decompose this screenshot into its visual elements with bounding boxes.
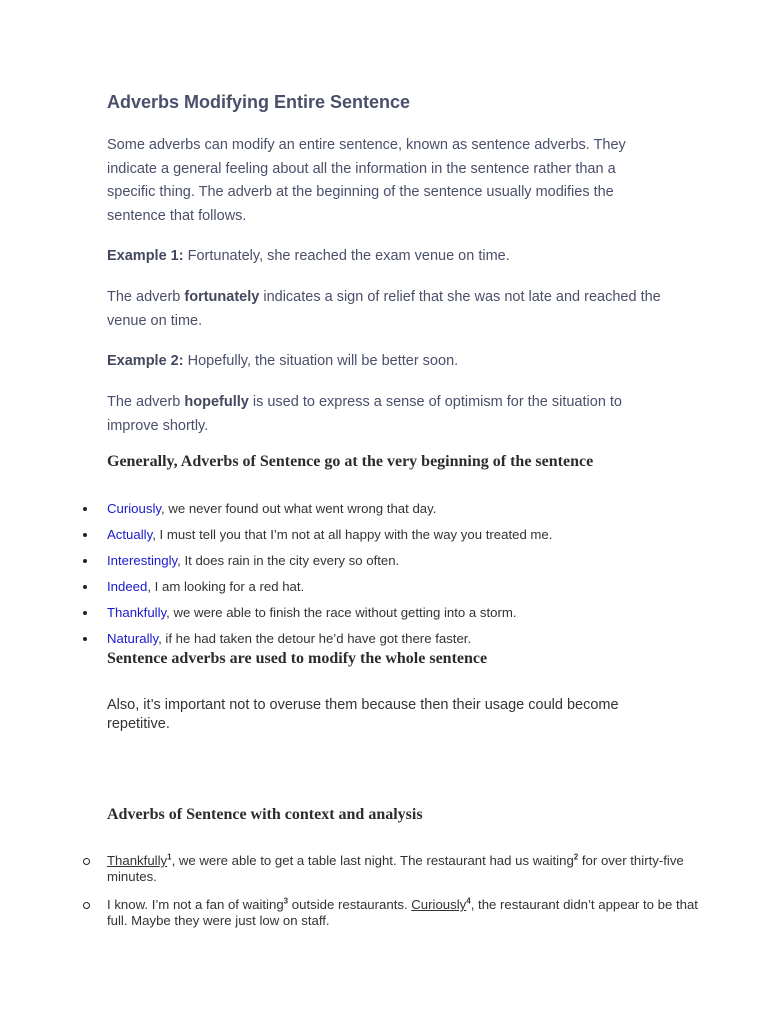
sentence-rest: , we were able to finish the race without getting into a storm. — [166, 605, 517, 620]
example-1-label: Example 1: — [107, 248, 184, 264]
footnote-marker: 4 — [466, 896, 471, 906]
list-item — [83, 897, 703, 929]
list-item — [83, 500, 703, 526]
explain-1-word: fortunately — [184, 289, 260, 305]
example-2-text: Hopefully, the situation will be better soon. — [183, 353, 459, 369]
sentence-rest: , It does rain in the city every so often. — [177, 553, 400, 568]
section-heading-placement: Generally, Adverbs of Sentence go at the very beginning of the sentence — [107, 453, 594, 470]
explain-1-post: indicates a sign of relief that she was not late and reached the venue on time. — [107, 289, 661, 329]
sentence-rest: , I am looking for a red hat. — [147, 579, 305, 594]
sentence-rest: , if he had taken the detour he’d have got there faster. — [158, 631, 472, 646]
adverb-word: Curiously — [411, 897, 467, 912]
adverb-word: Actually — [107, 527, 153, 542]
context-text: , we were able to get a table last night. The restaurant had us waiting — [171, 853, 574, 868]
section-heading-context: Adverbs of Sentence with context and analysis — [107, 806, 423, 823]
example-2-explanation — [107, 391, 667, 438]
adverb-word: Thankfully — [107, 853, 168, 868]
adverb-word: Thankfully — [107, 605, 167, 620]
context-text: outside restaurants. — [288, 897, 412, 912]
footnote-marker: 2 — [573, 852, 579, 862]
bullet-icon — [83, 611, 87, 615]
example-1-explanation — [107, 286, 667, 333]
context-list — [83, 853, 703, 941]
example-2-label: Example 2: — [107, 353, 184, 369]
list-item — [83, 604, 703, 630]
adverb-example-list — [83, 500, 703, 656]
bullet-icon — [83, 585, 87, 589]
adverb-word: Naturally — [107, 631, 159, 646]
context-text: for over thirty-five minutes. — [107, 853, 684, 884]
explain-1-pre: The adverb — [107, 289, 185, 305]
footnote-marker: 3 — [283, 896, 289, 906]
explain-2-pre: The adverb — [107, 394, 185, 410]
context-text: I know. I’m not a fan of waiting — [107, 897, 284, 912]
intro-paragraph: Some adverbs can modify an entire sentence, known as sentence adverbs. They indicate a general feeling about all the information in the sentence rather than a specific thing. The adverb at the beginning of the sentence usually modifies the sentence that follows. — [107, 137, 626, 224]
explain-2-post: is used to express a sense of optimism for the situation to improve shortly. — [107, 394, 622, 434]
list-item — [83, 853, 703, 885]
adverb-word: Interestingly — [107, 553, 178, 568]
bullet-icon — [83, 637, 87, 641]
adverb-word: Indeed — [107, 579, 148, 594]
list-item — [83, 552, 703, 578]
list-item — [83, 526, 703, 552]
list-item — [83, 578, 703, 604]
sentence-rest: , I must tell you that I’m not at all happy with the way you treated me. — [152, 527, 553, 542]
bullet-icon — [83, 559, 87, 563]
sentence-rest: , we never found out what went wrong that day. — [161, 501, 437, 516]
circle-bullet-icon — [83, 858, 90, 865]
example-2 — [107, 350, 667, 374]
circle-bullet-icon — [83, 902, 90, 909]
note-paragraph: Also, it’s important not to overuse them because then their usage could become repetitive. — [107, 697, 619, 732]
footnote-marker: 1 — [167, 852, 172, 862]
example-1-text: Fortunately, she reached the exam venue on time. — [183, 248, 510, 264]
bullet-icon — [83, 533, 87, 537]
adverb-word: Curiously — [107, 501, 161, 516]
section-heading-usage: Sentence adverbs are used to modify the whole sentence — [107, 650, 488, 667]
explain-2-word: hopefully — [184, 394, 249, 410]
example-1 — [107, 245, 667, 269]
context-text: , the restaurant didn’t appear to be that full. Maybe they were just low on staff. — [107, 897, 698, 928]
page-title: Adverbs Modifying Entire Sentence — [107, 92, 411, 112]
bullet-icon — [83, 507, 87, 511]
